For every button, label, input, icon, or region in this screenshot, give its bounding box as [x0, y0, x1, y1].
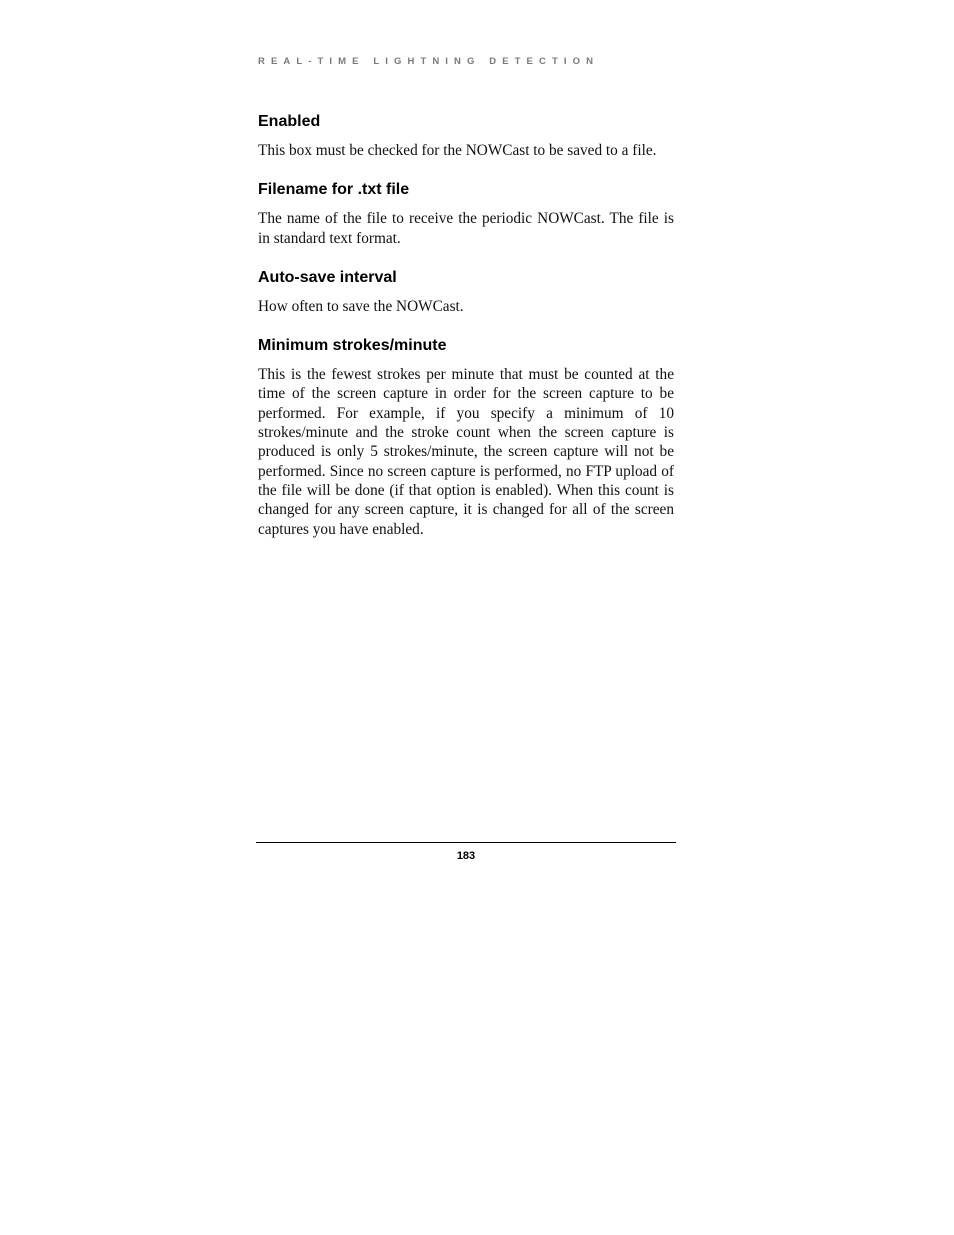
document-body	[258, 112, 674, 539]
section-auto-save-interval	[258, 268, 674, 316]
section-heading: Auto-save interval	[258, 268, 397, 286]
section-paragraph: This is the fewest strokes per minute that must be counted at the time of the screen capture in order for the screen capture to be performed. For example, if you specify a minimum of 10 strokes/minute and the stroke count when the screen capture is produced is only 5 strokes/minute, the screen capture will not be performed. Since no screen capture is performed, no FTP upload of the file will be done (if that option is enabled). When this count is changed for any screen capture, it is changed for all of the screen captures you have enabled.	[258, 366, 674, 538]
section-filename	[258, 180, 674, 248]
page-number: 183	[456, 850, 476, 862]
running-header: REAL-TIME LIGHTNING DETECTION	[258, 56, 600, 67]
section-heading: Enabled	[258, 113, 321, 130]
section-minimum-strokes	[258, 336, 674, 539]
section-heading: Filename for .txt file	[258, 181, 410, 199]
footer-divider	[256, 842, 676, 843]
section-heading: Minimum strokes/minute	[258, 337, 447, 355]
section-paragraph: The name of the file to receive the periodic NOWCast. The file is in standard text format.	[258, 210, 674, 247]
section-paragraph: This box must be checked for the NOWCast to be saved to a file.	[258, 142, 657, 159]
section-enabled	[258, 112, 674, 160]
section-paragraph: How often to save the NOWCast.	[258, 297, 464, 315]
